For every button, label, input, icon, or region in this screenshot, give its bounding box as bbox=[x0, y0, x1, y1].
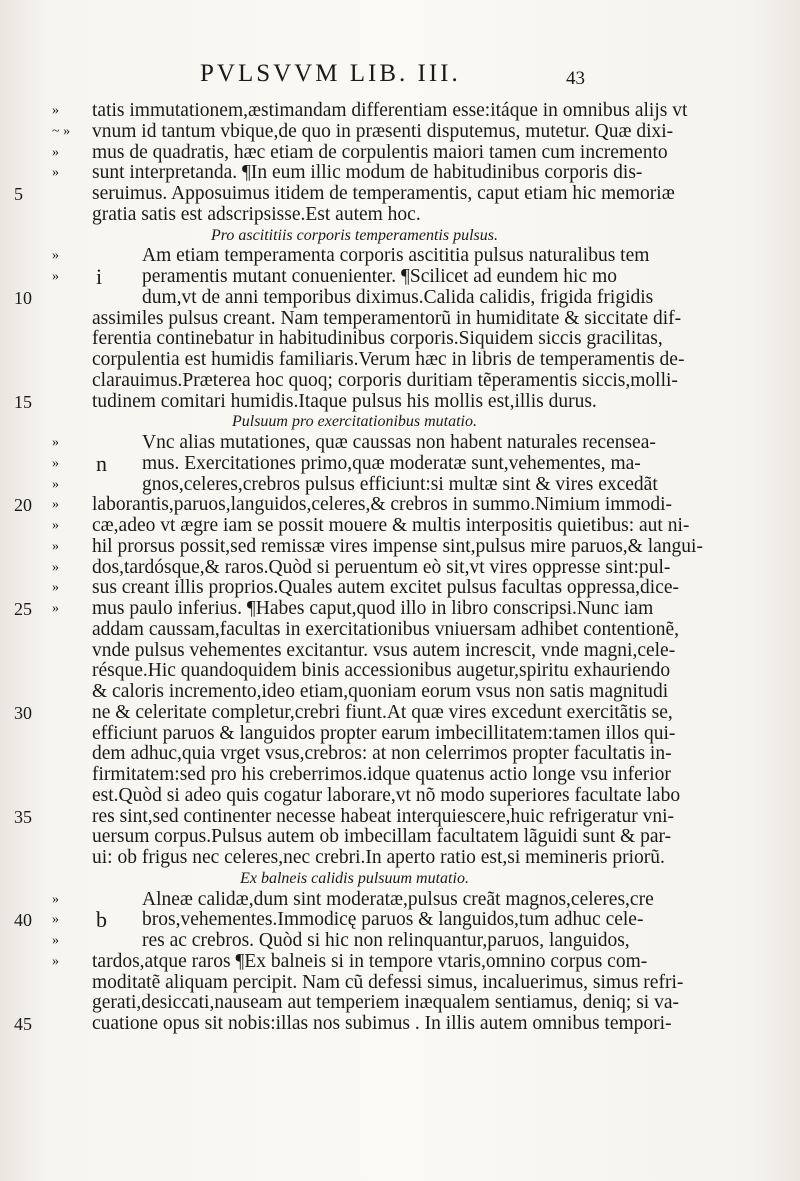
line-text: dum,vt de anni temporibus diximus.Calida calidis, frigida frigidis bbox=[142, 286, 654, 308]
text-line bbox=[0, 764, 800, 786]
line-text: sus creant illis proprios.Quales autem excitet pulsus facultas oppressa,dice- bbox=[92, 577, 679, 599]
line-number: 45 bbox=[14, 1014, 32, 1034]
text-line bbox=[0, 723, 800, 745]
line-text: bros,vehementes.Immodicę paruos & languidos,tum adhuc cele- bbox=[142, 909, 644, 931]
line-text: mus. Exercitationes primo,quæ moderatæ sunt,vehementes, ma- bbox=[142, 452, 641, 474]
line-text: Alneæ calidæ,dum sint moderatæ,pulsus creãt magnos,celeres,cre bbox=[142, 888, 654, 910]
line-text: ui: ob frigus nec celeres,nec crebri.In aperto ratio est,si memineris priorũ. bbox=[92, 847, 665, 868]
quotation-mark: » bbox=[52, 538, 59, 554]
line-text: seruimus. Apposuimus itidem de temperamentis, caput etiam hic memoriæ bbox=[92, 183, 675, 204]
line-number: 20 bbox=[14, 495, 32, 516]
guide-letter: i bbox=[96, 264, 103, 289]
text-line bbox=[0, 100, 800, 122]
text-line bbox=[0, 391, 800, 413]
quotation-mark: » bbox=[52, 144, 59, 160]
text-line bbox=[0, 557, 800, 579]
quotation-mark: » bbox=[52, 518, 59, 533]
line-text: tatis immutationem,æstimandam differentiam esse:itáque in omnibus alijs vt bbox=[92, 100, 688, 121]
text-line bbox=[0, 287, 800, 309]
text-line bbox=[0, 909, 800, 931]
line-text: dos,tardósque,& raros.Quòd si peruentum eò sit,vt vires oppresse sint:pul- bbox=[92, 556, 671, 578]
text-line bbox=[0, 370, 800, 392]
line-text: clarauimus.Præterea hoc quoq; corporis duritiam tẽperamentis siccis,molli- bbox=[92, 369, 678, 391]
line-text: sunt interpretanda. ¶In eum illic modum de habitudinibus corporis dis- bbox=[92, 162, 643, 184]
text-line bbox=[0, 619, 800, 641]
text-line bbox=[0, 349, 800, 371]
guide-letter: b bbox=[96, 907, 107, 933]
line-number: 40 bbox=[14, 910, 32, 931]
text-line bbox=[0, 743, 800, 765]
text-line bbox=[0, 847, 800, 869]
text-line bbox=[0, 204, 800, 226]
text-line bbox=[0, 785, 800, 807]
line-text: tardos,atque raros ¶Ex balneis si in tempore vtaris,omnino corpus com- bbox=[92, 950, 648, 972]
line-text: Vnc alias mutationes, quæ caussas non habent naturales recensea- bbox=[142, 432, 656, 453]
quotation-mark: » bbox=[52, 269, 59, 284]
line-text: firmitatem:sed pro his creberrimos.idque quatenus actio longe vsu inferior bbox=[92, 764, 671, 785]
text-line bbox=[0, 245, 800, 267]
text-line bbox=[0, 308, 800, 330]
quotation-mark: » bbox=[52, 455, 59, 471]
section-heading: Pulsuum pro exercitationibus mutatio. bbox=[231, 413, 477, 431]
line-text: moditatẽ aliquam percipit. Nam cũ defessi simus, incaluerimus, simus refri- bbox=[92, 971, 684, 993]
text-line bbox=[0, 826, 800, 848]
line-text: assimiles pulsus creant. Nam temperamentorũ in humiditate & siccitate dif- bbox=[92, 307, 682, 329]
quotation-mark: » bbox=[52, 248, 59, 264]
text-line bbox=[0, 162, 800, 184]
line-text: ne & celeritate completur,crebri fiunt.At quæ vires excedunt exercitãtis se, bbox=[92, 701, 673, 723]
text-line bbox=[0, 806, 800, 828]
quotation-mark: » bbox=[52, 933, 59, 948]
line-text: uersum corpus.Pulsus autem ob imbecillam facultatem lãguidi sunt & par- bbox=[92, 826, 672, 848]
line-text: gerati,desiccati,nauseam aut temperiem inæqualem sentiamus, deniq; si va- bbox=[92, 992, 679, 1014]
line-text: tudinem comitari humidis.Itaque pulsus his mollis est,illis durus. bbox=[92, 390, 597, 412]
line-text: laborantis,paruos,languidos,celeres,& crebros in summo.Nimium immodi- bbox=[92, 494, 673, 516]
line-text: mus paulo inferius. ¶Habes caput,quod illo in libro conscripsi.Nunc iam bbox=[92, 598, 654, 619]
text-line bbox=[0, 972, 800, 994]
text-line bbox=[0, 577, 800, 599]
text-line bbox=[0, 121, 800, 143]
line-text: res ac crebros. Quòd si hic non relinquantur,paruos, languidos, bbox=[142, 930, 630, 951]
line-text: Am etiam temperamenta corporis ascititia pulsus naturalibus tem bbox=[142, 245, 650, 267]
text-line bbox=[0, 450, 800, 476]
text-line bbox=[0, 536, 800, 558]
quotation-mark: » bbox=[52, 497, 59, 513]
page-header bbox=[0, 60, 800, 94]
text-line bbox=[0, 432, 800, 454]
line-text: ferentia continebatur in habitudinibus corporis.Siquidem siccis gracilitas, bbox=[92, 328, 663, 350]
line-text: peramentis mutant conuenienter. ¶Scilicet ad eundem hic mo bbox=[142, 266, 617, 287]
text-line bbox=[0, 328, 800, 350]
line-text: vnde pulsus vehementes excitantur. vsus autem increscit, vnde magni,cele- bbox=[92, 639, 676, 661]
text-line bbox=[0, 702, 800, 724]
line-number: 5 bbox=[14, 184, 23, 204]
page-number: 43 bbox=[566, 68, 585, 89]
text-line bbox=[0, 992, 800, 1014]
text-line bbox=[0, 266, 800, 288]
line-text: vnum id tantum vbique,de quo in præsenti disputemus, mutetur. Quæ dixi- bbox=[92, 120, 674, 142]
line-text: res sint,sed continenter necesse habeat interquiescere,huic refrigeratur vni- bbox=[92, 805, 675, 827]
line-text: est.Quòd si adeo quis cogatur laborare,vt nõ modo superiores facultate labo bbox=[92, 784, 681, 806]
line-text: gnos,celeres,crebros pulsus efficiunt:si multæ sint & vires excedãt bbox=[142, 473, 658, 495]
running-head: PVLSVVM LIB. III. bbox=[200, 60, 461, 87]
line-text: dem adhuc,quia vrget vsus,crebros: at non celerrimos propter facultatis in- bbox=[92, 743, 672, 765]
line-text: mus de quadratis, hæc etiam de corpulentis maiori tamen cum incremento bbox=[92, 141, 668, 163]
line-text: gratia satis est adscripsisse.Est autem hoc. bbox=[92, 203, 421, 225]
line-text: cuatione opus sit nobis:illas nos subimus . In illis autem omnibus tempori- bbox=[92, 1013, 672, 1034]
line-text: & caloris incremento,ideo etiam,quoniam eorum vsus non satis magnitudi bbox=[92, 681, 669, 702]
text-line bbox=[0, 183, 800, 205]
text-line bbox=[0, 660, 800, 682]
line-text: efficiunt paruos & languidos propter earum imbecillitatem:tamen illos qui- bbox=[92, 722, 676, 744]
text-line bbox=[0, 515, 800, 537]
quotation-mark: ~ » bbox=[52, 123, 71, 139]
text-line bbox=[0, 142, 800, 164]
quotation-mark: » bbox=[52, 580, 59, 596]
text-line bbox=[0, 1013, 800, 1035]
line-number: 25 bbox=[14, 599, 32, 619]
line-number: 30 bbox=[14, 702, 32, 723]
quotation-mark: » bbox=[52, 559, 59, 575]
line-text: corpulentia est humidis familiaris.Verum hæc in libris de temperamentis de- bbox=[92, 349, 685, 370]
quotation-mark: » bbox=[52, 601, 59, 616]
line-number: 15 bbox=[14, 391, 32, 412]
quotation-mark: » bbox=[52, 953, 59, 969]
section-heading-line bbox=[0, 411, 800, 433]
line-number: 35 bbox=[14, 806, 32, 827]
section-heading-line bbox=[0, 868, 800, 890]
section-heading-line bbox=[0, 225, 800, 247]
line-number: 10 bbox=[14, 287, 32, 308]
quotation-mark: » bbox=[52, 891, 59, 907]
text-line bbox=[0, 474, 800, 496]
quotation-mark: » bbox=[52, 103, 59, 118]
line-text: hil prorsus possit,sed remissæ vires impense sint,pulsus mire paruos,& langui- bbox=[92, 535, 703, 557]
section-heading: Pro ascititiis corporis temperamentis pulsus. bbox=[211, 226, 498, 244]
text-line bbox=[0, 598, 800, 620]
quotation-mark: » bbox=[52, 435, 59, 450]
text-line bbox=[0, 494, 800, 516]
line-text: addam caussam,facultas in exercitationibus vniuersam adhibet contentionẽ, bbox=[92, 618, 679, 640]
text-line bbox=[0, 889, 800, 911]
quotation-mark: » bbox=[52, 165, 59, 181]
text-line bbox=[0, 640, 800, 662]
text-line bbox=[0, 951, 800, 973]
text-line bbox=[0, 930, 800, 952]
guide-letter: n bbox=[96, 450, 107, 476]
line-text: résque.Hic quandoquidem binis accessionibus augetur,spiritu exhauriendo bbox=[92, 660, 671, 682]
quotation-mark: » bbox=[52, 912, 59, 928]
quotation-mark: » bbox=[52, 476, 59, 492]
section-heading: Ex balneis calidis pulsuum mutatio. bbox=[240, 869, 469, 887]
line-text: cæ,adeo vt ægre iam se possit mouere & multis interpositis quietibus: aut ni- bbox=[92, 515, 690, 536]
text-line bbox=[0, 681, 800, 703]
